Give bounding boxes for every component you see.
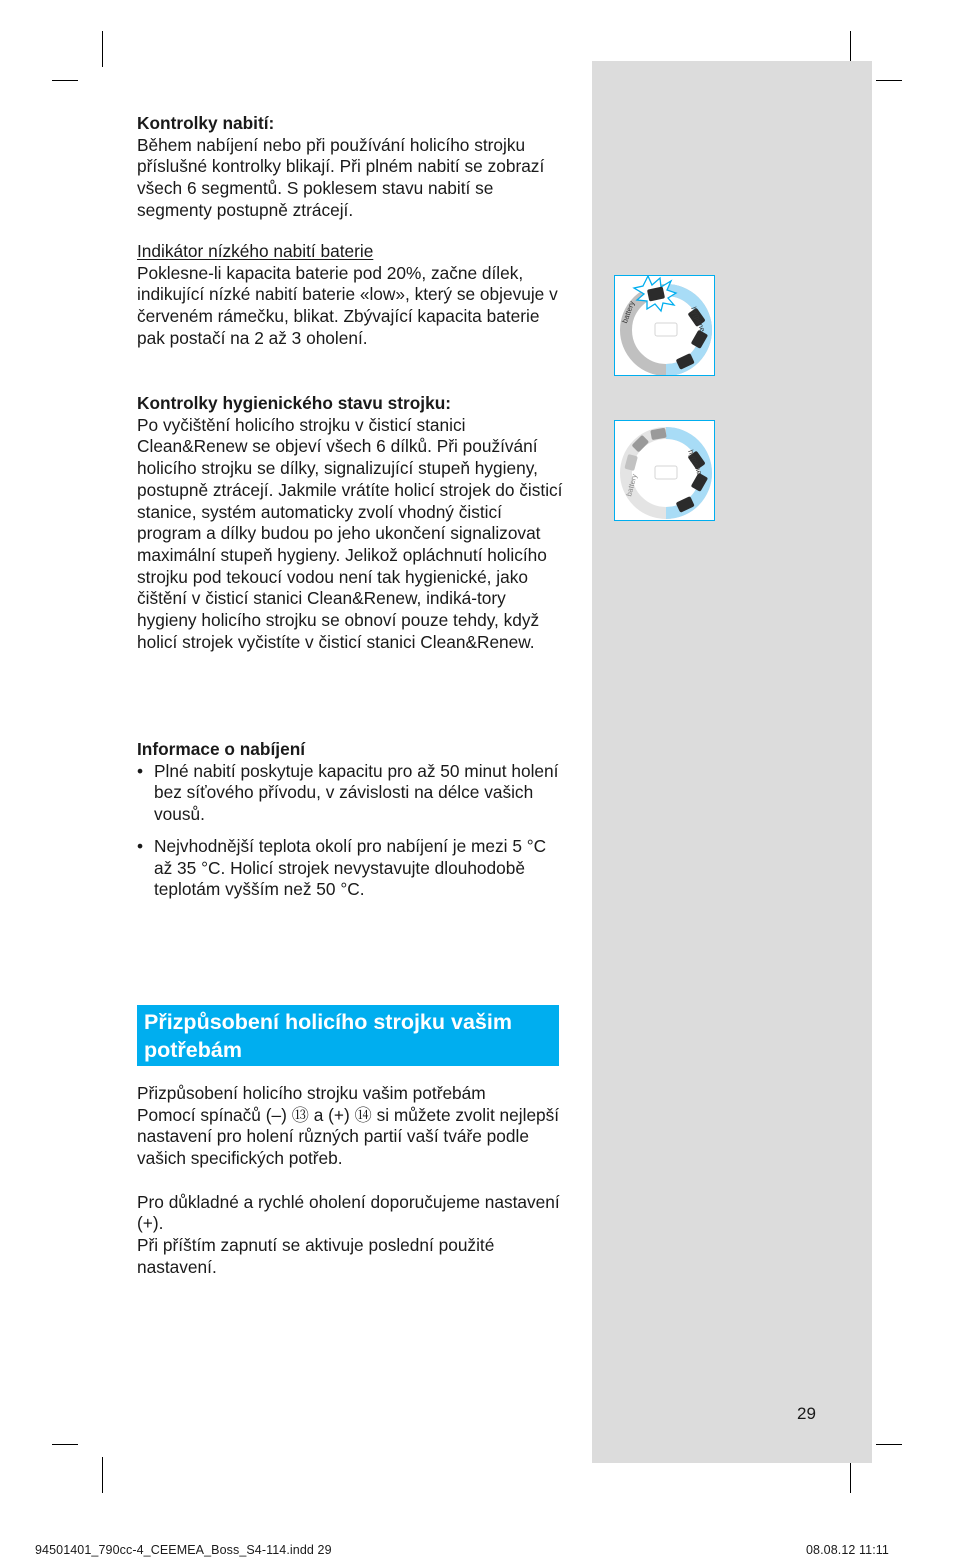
- charging-info-heading: Informace o nabíjení: [137, 739, 306, 759]
- section-title: Přizpůsobení holicího strojku vašim potřebám: [144, 1010, 512, 1062]
- low-battery-subheading: Indikátor nízkého nabití baterie: [137, 241, 374, 261]
- adjusting-text: Pomocí spínačů (–) ⑬ a (+) ⑭ si můžete zvolit nejlepší nastavení pro holení různých partií vaší tváře podle vašich specifických potřeb.: [137, 1104, 560, 1169]
- display-center: [643, 450, 689, 496]
- crop-mark: [52, 1444, 78, 1445]
- low-battery-text: Poklesne-li kapacita baterie pod 20%, začne dílek, indikující nízké nabití baterie «low», který se objevuje v červeném rámečku, blikat. Zbývající kapacita baterie pak postačí na 2 až 3 oholení.: [137, 262, 558, 348]
- charge-indicators-section: [137, 113, 567, 222]
- hygiene-label: hygiene: [686, 448, 705, 477]
- hygiene-indicator-figure: [614, 420, 715, 521]
- footer-file-info: 94501401_790cc-4_CEEMEA_Boss_S4-114.indd 29: [35, 1543, 332, 1557]
- crop-mark: [52, 80, 78, 81]
- hygiene-indicators-heading: Kontrolky hygienického stavu strojku:: [137, 393, 452, 413]
- adjusting-intro: Přizpůsobení holicího strojku vašim potřebám: [137, 1083, 486, 1103]
- hygiene-indicators-section: [137, 393, 567, 653]
- low-battery-section: [137, 241, 567, 350]
- adjusting-section: [137, 1083, 567, 1278]
- indicator-ring-illustration: [615, 276, 715, 376]
- footer-timestamp: 08.08.12 11:11: [806, 1543, 889, 1557]
- list-item: • Plné nabití poskytuje kapacitu pro až 50 minut holení bez síťového přívodu, v závislosti na délce vašich vousů.: [137, 761, 567, 826]
- charging-info-section: [137, 739, 567, 901]
- indicator-ring-illustration: [615, 421, 715, 521]
- list-item: • Nejvhodnější teplota okolí pro nabíjení je mezi 5 °C až 35 °C. Holicí strojek nevystavujte dlouhodobě teplotám vyšším než 50 °C.: [137, 836, 567, 901]
- page-number: 29: [797, 1404, 816, 1423]
- hygiene-label: hygiene: [689, 305, 708, 334]
- sidebar-panel: [592, 61, 872, 1463]
- display-center: [643, 307, 689, 353]
- battery-label: battery: [620, 299, 637, 325]
- low-battery-indicator-figure: [614, 275, 715, 376]
- charge-indicators-heading: Kontrolky nabití:: [137, 113, 275, 133]
- crop-mark: [102, 31, 103, 67]
- charging-info-list: [137, 761, 567, 901]
- charge-indicators-text: Během nabíjení nebo při používání holicího strojku příslušné kontrolky blikají. Při plném nabití se zobrazí všech 6 segmentů. S poklesem stavu nabití se segmenty postupně ztrácejí.: [137, 134, 545, 220]
- hygiene-indicators-text: Po vyčištění holicího strojku v čisticí stanici Clean&Renew se objeví všech 6 dílků. Při používání holicího strojku se dílky, signalizující stupeň hygieny, postupně ztrácejí. Jakmile vrátíte holicí strojek do čisticí stanice, systém automaticky zvolí vhodný čisticí program a dílky budou po jeho ukončení signalizovat maximální stupeň hygieny. Jelikož opláchnutí holicího strojku pod tekoucí vodou není tak hygienické, jako čištění v čisticí stanici Clean&Renew, indiká-tory hygieny holicího strojku se obnoví pouze tehdy, když holicí strojek vyčistíte v čisticí stanici Clean&Renew.: [137, 414, 563, 652]
- crop-mark: [102, 1457, 103, 1493]
- crop-mark: [876, 1444, 902, 1445]
- last-setting-text: Při příštím zapnutí se aktivuje poslední použité nastavení.: [137, 1234, 495, 1277]
- recommendation-text: Pro důkladné a rychlé oholení doporučujeme nastavení (+).: [137, 1191, 560, 1234]
- section-title-banner: [137, 1005, 559, 1066]
- battery-label: battery: [624, 472, 639, 498]
- crop-mark: [876, 80, 902, 81]
